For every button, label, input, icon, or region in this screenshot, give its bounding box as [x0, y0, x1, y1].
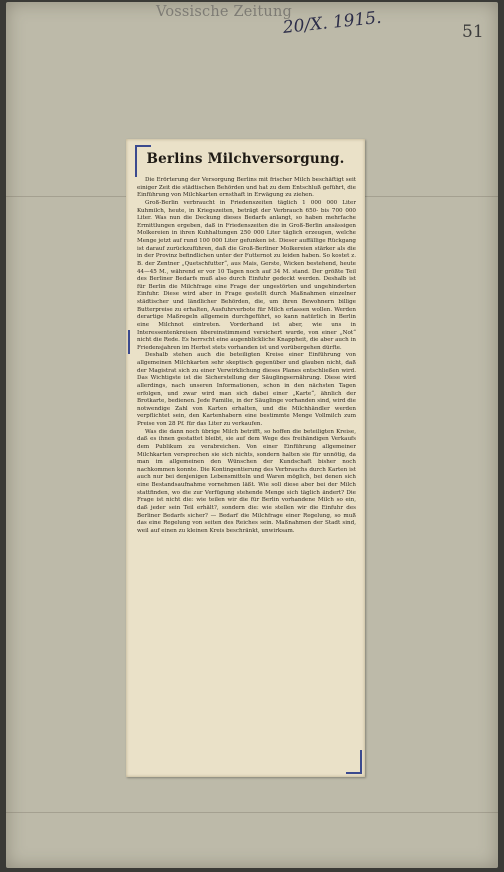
article-paragraph: Was die dann noch übrige Milch betrifft, so hoffen die beteiligten Kreise, daß es ihnen gestattet bleibt, sie auf dem Wege des freihändigen Verkaufs dem Publikum zu verabreichen. Von einer Einführung allgemeiner Milchkarten versprechen sie sich nichts, sondern halten sie für unnötig, da man im allgemeinen den Wünschen der Kundschaft bisher noch nachkommen konnte. Die Kontingentierung des Verbrauchs durch Karten ist auch nur bei denjenigen Lebensmitteln und Waren möglich, bei denen sich eine Bestandsaufnahme vornehmen läßt. Wie soll diese aber bei der Milch stattfinden, wo die zur Verfügung stehende Menge sich täglich ändert? Die Frage ist nicht die: wie teilen wir die für Berlin vorhandene Milch so ein, daß jeder sein Teil erhält?, sondern die: wie stellen wir die Einfuhr des Berliner Bedarfs sicher? — Bedarf die Milchfrage einer Regelung, so muß das eine Regelung von seiten des Reiches sein. Maßnahmen der Stadt sind, weil auf einen zu kleinen Kreis beschränkt, unwirksam. [137, 428, 356, 534]
article-paragraph: Die Erörterung der Versorgung Berlins mit frischer Milch beschäftigt seit einiger Zeit die städtischen Behörden und hat zu dem Entschluß geführt, die Einführung von Milchkarten ernsthaft in Erwägung zu ziehen. [137, 177, 356, 199]
article-body [137, 177, 356, 771]
newspaper-stamp: Vossische Zeitung [156, 4, 292, 20]
page-number: 51 [462, 22, 484, 42]
blue-pencil-bracket-end [346, 750, 362, 774]
sheet-crease [6, 812, 498, 813]
blue-pencil-margin-mark [128, 330, 130, 354]
blue-pencil-bracket-start [135, 145, 151, 177]
article-headline: Berlins Milchversorgung. [146, 151, 345, 167]
newspaper-clipping [126, 139, 365, 777]
handwritten-date: 20/X. 1915. [281, 7, 383, 38]
article-paragraph: Groß-Berlin verbraucht in Friedenszeiten täglich 1 000 000 Liter Kuhmilch, heute, in Kriegszeiten, beträgt der Verbrauch 650- bis 700 000 Liter. Was nun die Deckung dieses Bedarfs anlangt, so haben mehrfache Ermittlungen ergeben, daß in Friedenszeiten die in Groß-Berlin ansässigen Molkereien in ihren Kuhhaltungen 250 000 Liter täglich erzeugen, welche Menge jetzt auf rund 100 000 Liter gefunken ist. Dieser auffällige Rückgang ist darauf zurückzuführen, daß die Groß-Berliner Molkereien stärker als die in der Provinz befindlichen unter der Futternot zu leiden haben. So kostet z. B. der Zentner „Quetschfutter“, aus Mais, Gerste, Wicken bestehend, heute 44—45 M., während er vor 10 Tagen noch auf 34 M. stand. Der größte Teil des Berliner Bedarfs muß also durch Einfuhr gedeckt werden. Deshalb ist für Berlin die Milchfrage eine Frage der ungestörten und ungehinderten Einfuhr. Diese wird aber in Frage gestellt durch Maßnahmen einzelner städtischer und ländlicher Behörden, die, um ihren Bewohnern billige Butterpreise zu erhalten, Ausfuhrverbote für Milch erlassen wollen. Werden derartige Maßregeln allgemein durchgeführt, so kann natürlich in Berlin eine Milchnot eintreten. Vorderhand ist aber, wie uns in Interessentenkreisen übereinstimmend versichert wurde, von einer „Not“ nicht die Rede. Es herrscht eine augenblickliche Knappheit, die aber auch in Friedensjahren im Herbst stets vorhanden ist und vorübergehen dürfte. [137, 199, 356, 351]
article-paragraph: Deshalb stehen auch die beteiligten Kreise einer Einführung von allgemeinen Milchkarten sehr skeptisch gegenüber und glauben nicht, daß der Magistrat sich zu einer Verwirklichung dieses Planes entschließen wird. Das Wichtigste ist die Sicherstellung der Säuglingsernährung. Diese wird allerdings, nach unseren Informationen, schon in den nächsten Tagen erfolgen, und zwar wird man sich dabei einer „Karte“, ähnlich der Brotkarte, bedienen. Jede Familie, in der Säuglinge vorhanden sind, wird die notwendige Zahl von Karten erhalten, und die Milchhändler werden verpflichtet sein, den Kartenhabern eine bestimmte Menge Vollmilch zum Preise von 28 Pf. für das Liter zu verkaufen. [137, 352, 356, 427]
